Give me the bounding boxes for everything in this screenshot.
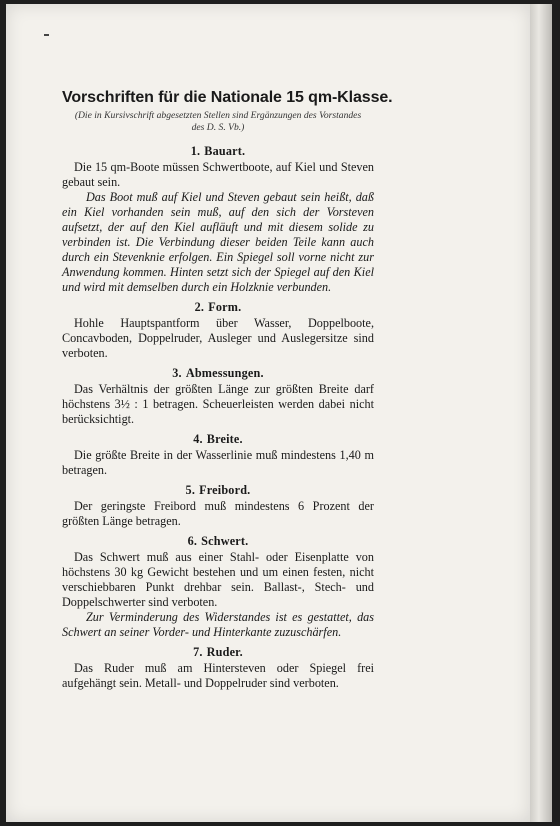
- section-abmessungen: [62, 366, 374, 427]
- section-heading: [62, 144, 374, 159]
- section-paragraph: Das Schwert muß aus einer Stahl- oder Eisenplatte von höchstens 30 kg Gewicht bestehen und um einen festen, nicht verschiebbaren Punkt drehbar sein. Ballast-, Stech- und Doppelschwerter sind verboten.: [62, 550, 374, 609]
- section-number: 7.: [193, 645, 203, 659]
- section-number: 2.: [194, 300, 205, 314]
- section-heading: [62, 534, 374, 549]
- section-paragraph: Das Ruder muß am Hintersteven oder Spiegel frei aufgehängt sein. Metall- und Doppelruder sind verboten.: [62, 661, 374, 690]
- page-edge: [530, 4, 552, 822]
- document-title: Vorschriften für die Nationale 15 qm-Klasse.: [62, 89, 393, 106]
- section-title: Breite.: [206, 432, 243, 446]
- section-heading: [62, 366, 374, 381]
- document-subtitle: (Die in Kursivschrift abgesetzten Stellen sind Ergänzungen des Vorstandes des D. S. Vb.): [74, 110, 362, 133]
- section-ruder: [62, 645, 374, 691]
- section-paragraph: Die 15 qm-Boote müssen Schwertboote, auf Kiel und Steven gebaut sein.: [62, 160, 374, 189]
- section-number: 4.: [193, 432, 203, 446]
- margin-mark: [44, 34, 49, 36]
- section-freibord: [62, 483, 374, 529]
- section-heading: [62, 645, 374, 660]
- section-title: Form.: [208, 300, 242, 314]
- section-schwert: [62, 534, 374, 640]
- section-paragraph: Das Verhältnis der größten Länge zur größten Breite darf höchstens 3½ : 1 betragen. Scheuerleisten werden dabei nicht berücksichtigt.: [62, 382, 374, 426]
- section-number: 5.: [185, 483, 196, 497]
- section-amendment: Das Boot muß auf Kiel und Steven gebaut sein heißt, daß ein Kiel vorhanden sein muß, auf den sich der Vorsteven aufsetzt, der auf den Kiel aufläuft und mit diesem solide zu verbinden ist. Die Verbindung dieser beiden Teile kann auch durch ein Stevenknie erfolgen. Ein Spiegel soll vorne nicht zur Anwendung kommen. Hinten setzt sich der Spiegel auf den Kiel und wird mit demselben durch ein Holzknie verbunden.: [62, 190, 374, 294]
- section-number: 3.: [172, 366, 182, 380]
- section-heading: [62, 300, 374, 315]
- section-bauart: [62, 144, 374, 295]
- section-title: Schwert.: [201, 534, 249, 548]
- section-heading: [62, 483, 374, 498]
- section-paragraph: Der geringste Freibord muß mindestens 6 Prozent der größten Länge betragen.: [62, 499, 374, 528]
- section-paragraph: Die größte Breite in der Wasserlinie muß mindestens 1,40 m betragen.: [62, 448, 374, 477]
- section-title: Freibord.: [199, 483, 251, 497]
- section-title: Ruder.: [206, 645, 243, 659]
- section-form: [62, 300, 374, 361]
- section-title: Bauart.: [204, 144, 246, 158]
- section-heading: [62, 432, 374, 447]
- section-number: 6.: [187, 534, 198, 548]
- section-title: Abmessungen.: [185, 366, 264, 380]
- section-amendment: Zur Verminderung des Widerstandes ist es gestattet, das Schwert an seiner Vorder- und Hinterkante zuzuschärfen.: [62, 610, 374, 639]
- page-content: [62, 88, 393, 691]
- section-number: 1.: [190, 144, 201, 158]
- section-paragraph: Hohle Hauptspantform über Wasser, Doppelboote, Concavboden, Doppelruder, Ausleger und Auslegersitze sind verboten.: [62, 316, 374, 360]
- section-breite: [62, 432, 374, 478]
